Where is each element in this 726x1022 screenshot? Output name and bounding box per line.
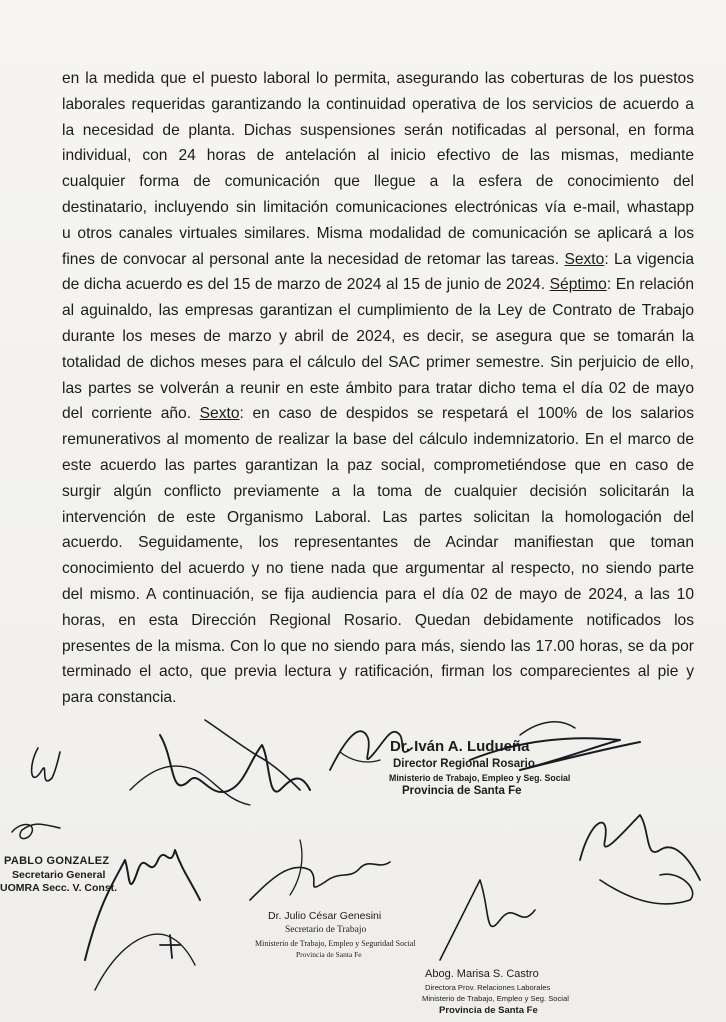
stamp-ludueña-ministry: Ministerio de Trabajo, Empleo y Seg. Social (389, 773, 571, 783)
document-line: del mismo. A continuación, se fija audiencia para el día 02 de mayo de 2024, a las 10 (62, 585, 694, 603)
document-line: cualquier forma de comunicación que llegue a la esfera de conocimiento del (62, 173, 694, 191)
stamp-ludueña-name: Dr. Iván A. Ludueña (390, 738, 530, 755)
signature-right-top (470, 738, 640, 770)
document-line: al aguinaldo, las empresas garantizan el cumplimiento de la Ley de Contrato de Trabajo (62, 302, 694, 320)
document-line: la necesidad de planta. Dichas suspensiones serán notificadas al personal, en forma (62, 121, 694, 139)
document-line: conocimiento del acuerdo y no tiene nada que argumentar al respecto, no siendo parte (62, 560, 694, 578)
document-line: durante los meses de marzo y abril de 2024, es decir, se asegura que se tomarán la (62, 327, 694, 345)
stamp-genesini-name: Dr. Julio César Genesini (268, 910, 382, 922)
document-line: las partes se volverán a reunir en este ámbito para tratar dicho tema el día 02 de mayo (62, 379, 694, 397)
stamp-gonzalez-title: Secretario General (12, 869, 106, 881)
document-line: en la medida que el puesto laboral lo permita, asegurando las coberturas de los puestos (62, 70, 694, 87)
signature-dense-center (85, 850, 200, 960)
document-line: u otros canales virtuales similares. Misma modalidad de comunicación se aplicará a los (62, 224, 694, 242)
document-line: totalidad de dichos meses para el cálculo del SAC primer semestre. Sin perjuicio de ello, (62, 353, 694, 371)
signature-castro (440, 880, 535, 960)
document-line: de dicha acuerdo es del 15 de marzo de 2024 al 15 de junio de 2024. Séptimo: En relación (62, 276, 695, 294)
document-line: para constancia. (62, 689, 177, 707)
signature-central-left (160, 735, 310, 792)
document-line: fines de convocar al personal ante la necesidad de retomar las tareas. Sexto: La vigencia (62, 250, 694, 268)
document-line: laborales requeridas garantizando la continuidad operativa de los servicios de acuerdo a (62, 95, 694, 113)
underlined-clause-label: Sexto (564, 250, 605, 268)
signature-luduena (330, 731, 412, 770)
stamp-ludueña-title: Director Regional Rosario (393, 758, 535, 770)
document-line: horas, en esta Dirección Regional Rosario. Quedan debidamente notificados los (62, 611, 694, 629)
document-line: intervención de este Organismo Laboral. Las partes solicitan la homologación del (62, 508, 694, 526)
stamp-castro-name: Abog. Marisa S. Castro (425, 968, 539, 980)
document-line: presentes de la misma. Con lo que no siendo para más, siendo las 17.00 horas, se da por (62, 637, 694, 655)
stamp-gonzalez-name: PABLO GONZALEZ (4, 855, 110, 867)
underlined-clause-label: Séptimo (549, 276, 607, 294)
stamp-genesini-ministry: Ministerio de Trabajo, Empleo y Seguridad Social (255, 939, 416, 948)
document-line: del corriente año. Sexto: en caso de despidos se respetará el 100% de los salarios (62, 405, 694, 423)
stamp-castro-title: Directora Prov. Relaciones Laborales (425, 983, 551, 992)
stamp-gonzalez-org: UOMRA Secc. V. Const. (0, 882, 118, 894)
signature-left-top (32, 748, 60, 781)
stamp-castro-ministry: Ministerio de Trabajo, Empleo y Seg. Social (422, 994, 569, 1003)
document-line: terminado el acto, que previa lectura y ratificación, firman los comparecientes al pie y (62, 663, 694, 681)
signature-gonzalez (12, 824, 60, 839)
document-line: destinatario, incluyendo sin limitación comunicaciones electrónicas vía e-mail, whastapp (62, 198, 694, 216)
signature-right-bottom (580, 815, 700, 880)
stamp-ludueña-province: Provincia de Santa Fe (402, 785, 522, 797)
stamp-genesini-province: Provincia de Santa Fe (296, 950, 362, 959)
stamp-castro-province: Provincia de Santa Fe (439, 1005, 538, 1016)
document-line: surgir algún conflicto previamente a la toma de cualquier decisión solicitarán la (62, 482, 694, 500)
signature-genesini (250, 862, 390, 900)
stamp-genesini-title: Secretario de Trabajo (285, 925, 367, 935)
document-line: individual, con 24 horas de antelación al inicio efectivo de las mismas, mediante (62, 147, 694, 165)
document-line: acuerdo. Seguidamente, los representantes de Acindar manifiestan que toman (62, 534, 694, 552)
underlined-clause-label: Sexto (199, 405, 240, 423)
document-line: remunerativos al momento de realizar la base del cálculo indemnizatorio. En el marco de (62, 431, 694, 449)
document-line: este acuerdo las partes garantizan la paz social, comprometiéndose que en caso de (62, 456, 694, 474)
